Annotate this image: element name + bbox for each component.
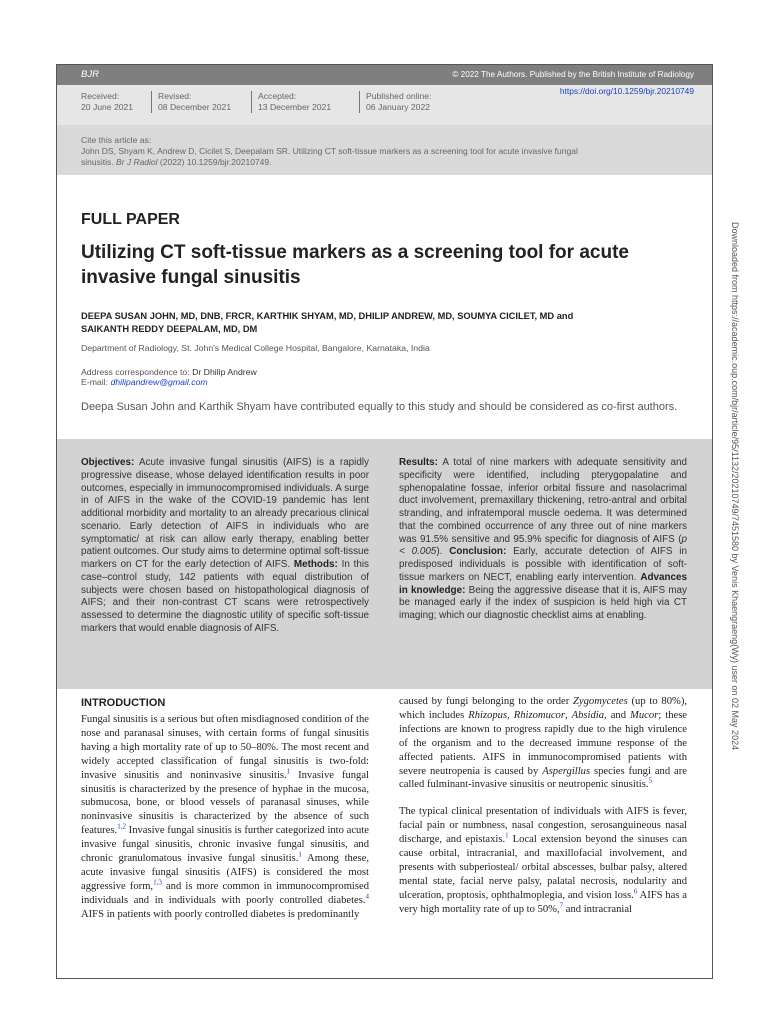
- journal-header-bar: [57, 65, 712, 85]
- cite-label: Cite this article as:: [81, 135, 152, 145]
- received-date: Received: 20 June 2021: [81, 91, 134, 112]
- introduction-heading: INTRODUCTION: [81, 697, 166, 709]
- published-date: Published online: 06 January 2022: [359, 91, 431, 113]
- correspondence: Address correspondence to: Dr Dhilip Andrew E-mail: dhilipandrew@gmail.com: [81, 367, 257, 387]
- page-frame: [56, 64, 713, 979]
- revised-date: Revised: 08 December 2021: [151, 91, 231, 113]
- journal-name: BJR: [81, 69, 99, 80]
- abstract-right-column: Results: A total of nine markers with adequate sensitivity and specificity were identified, including pterygopalatine and sphenopalatine fossae, inferior orbital fissure and nasolacrimal duct involvement, premaxillary thickening, retro-antral and orbital stranding, and infratemporal muscle oedema. It was determined that the combined occurrence of any three out of nine markers was 91.5% sensitive and 95.9% specific for diagnosis of AIFS (p < 0.005). Conclusion: Early, accurate detection of AIFS in predisposed individuals is possible with identification of soft-tissue markers on NECT, enabling early intervention. Advances in knowledge: Being the aggressive disease that it is, AIFS may be managed early if the index of suspicion is held high via CT imaging; which our diagnostic checklist aims at enabling.: [399, 457, 687, 621]
- cite-text: John DS, Shyam K, Andrew D, Cicilet S, Deepalam SR. Utilizing CT soft-tissue markers as a screening tool for acute invasive fungal sinusitis. Br J Radiol (2022) 10.1259/bjr.20210749.: [81, 146, 578, 167]
- email-link[interactable]: dhilipandrew@gmail.com: [110, 377, 208, 387]
- body-left-column: [81, 696, 369, 922]
- author-list: DEEPA SUSAN JOHN, MD, DNB, FRCR, KARTHIK SHYAM, MD, DHILIP ANDREW, MD, SOUMYA CICILET, MD and SAIKANTH REDDY DEEPALAM, MD, DM: [81, 311, 574, 334]
- doi-link[interactable]: https://doi.org/10.1259/bjr.20210749: [559, 86, 694, 96]
- accepted-date: Accepted: 13 December 2021: [251, 91, 331, 113]
- download-watermark: Downloaded from https://academic.oup.com/bjr/article/95/1132/20210749/7451580 by Venis Khaengraeng(Wy) user on 02 May 2024: [730, 222, 740, 751]
- section-label: FULL PAPER: [81, 211, 180, 228]
- paper-title: Utilizing CT soft-tissue markers as a screening tool for acute invasive fungal sinusitis: [81, 242, 629, 288]
- citation-box: [57, 125, 712, 175]
- intro-paragraph-1: Fungal sinusitis is a serious but often misdiagnosed condition of the nose and paranasal sinuses, with certain forms of fungal sinusitis having a high mortality rate of up to 50–80%. The most recent and widely accepted classification of fungal sinusitis is two-fold: invasive sinusitis and noninvasive sinusitis.$^1$ Invasive fungal sinusitis is characterized by the presence of hyphae in the mucosa, submucosa, bone, or blood vessels of paranasal sinuses, while noninvasive sinusitis is characterized by the absence of such features.$^{1,2}$ Invasive fungal sinusitis is further categorized into acute invasive fungal sinusitis, chronic invasive fungal sinusitis, and chronic granulomatous invasive fungal sinusitis.$^1$ Among these, acute invasive fungal sinusitis (AIFS) is considered the most aggressive form,$^{1,3}$ and is more common in immunocompromised individuals and in individuals with poorly controlled diabetes.$^4$ AIFS in patients with poorly controlled diabetes is predominantly: [81, 714, 369, 920]
- copyright-notice: © 2022 The Authors. Published by the British Institute of Radiology: [452, 70, 694, 79]
- dates-bar: [57, 85, 712, 125]
- intro-paragraph-3: The typical clinical presentation of individuals with AIFS is fever, facial pain or numbness, nasal congestion, serosanguineous nasal discharge, and epistaxis.$^1$ Local extension beyond the sinuses can cause orbital, intracranial, and maxillofacial involvement, and presents with subperiosteal/ orbital abscesses, bulbar palsy, altered mental state, facial nerve palsy, palatal necrosis, nodularity and ulceration, proptosis, ophthalmoplegia, and vision loss.$^6$ AIFS has a very high mortality rate of up to 50%,$^7$ and intracranial: [399, 806, 687, 915]
- body-right-column: [399, 695, 687, 917]
- abstract-box: [57, 439, 712, 689]
- abstract-left-column: Objectives: Acute invasive fungal sinusitis (AIFS) is a rapidly progressive disease, whose delayed identification results in poor outcomes, especially in immunocompromised individuals. A surge in of AIFS in the wake of the COVID-19 pandemic has lent additional morbidity and mortality to an already precarious clinical scenario. Early detection of AIFS in individuals who are symptomatic/ at risk can allow early therapy, enabling better patient outcomes. Our study aims to determine optimal soft-tissue markers on CT for the early detection of AIFS. Methods: In this case–control study, 142 patients with equal distribution of subjects were chosen based on histopathological diagnosis of AIFS; and their non-contrast CT scans were retrospectively assessed to determine the diagnostic utility of specific soft-tissue markers that would enable diagnosis of AIFS.: [81, 457, 369, 634]
- equal-contribution-note: Deepa Susan John and Karthik Shyam have contributed equally to this study and should be considered as co-first authors.: [81, 401, 678, 413]
- affiliation: Department of Radiology, St. John's Medical College Hospital, Bangalore, Karnataka, India: [81, 343, 430, 353]
- intro-paragraph-2: caused by fungi belonging to the order Zygomycetes (up to 80%), which includes Rhizopus, Rhizomucor, Absidia, and Mucor; these infections are known to progress rapidly due to the high virulence of the organism and to the decreased immune response of the affected patients. AIFS in immunocompromised patients with severe neutropenia is caused by Aspergillus species fungi and are called fulminant-invasive sinusitis or neutropenic sinusitis.$^5$: [399, 696, 688, 791]
